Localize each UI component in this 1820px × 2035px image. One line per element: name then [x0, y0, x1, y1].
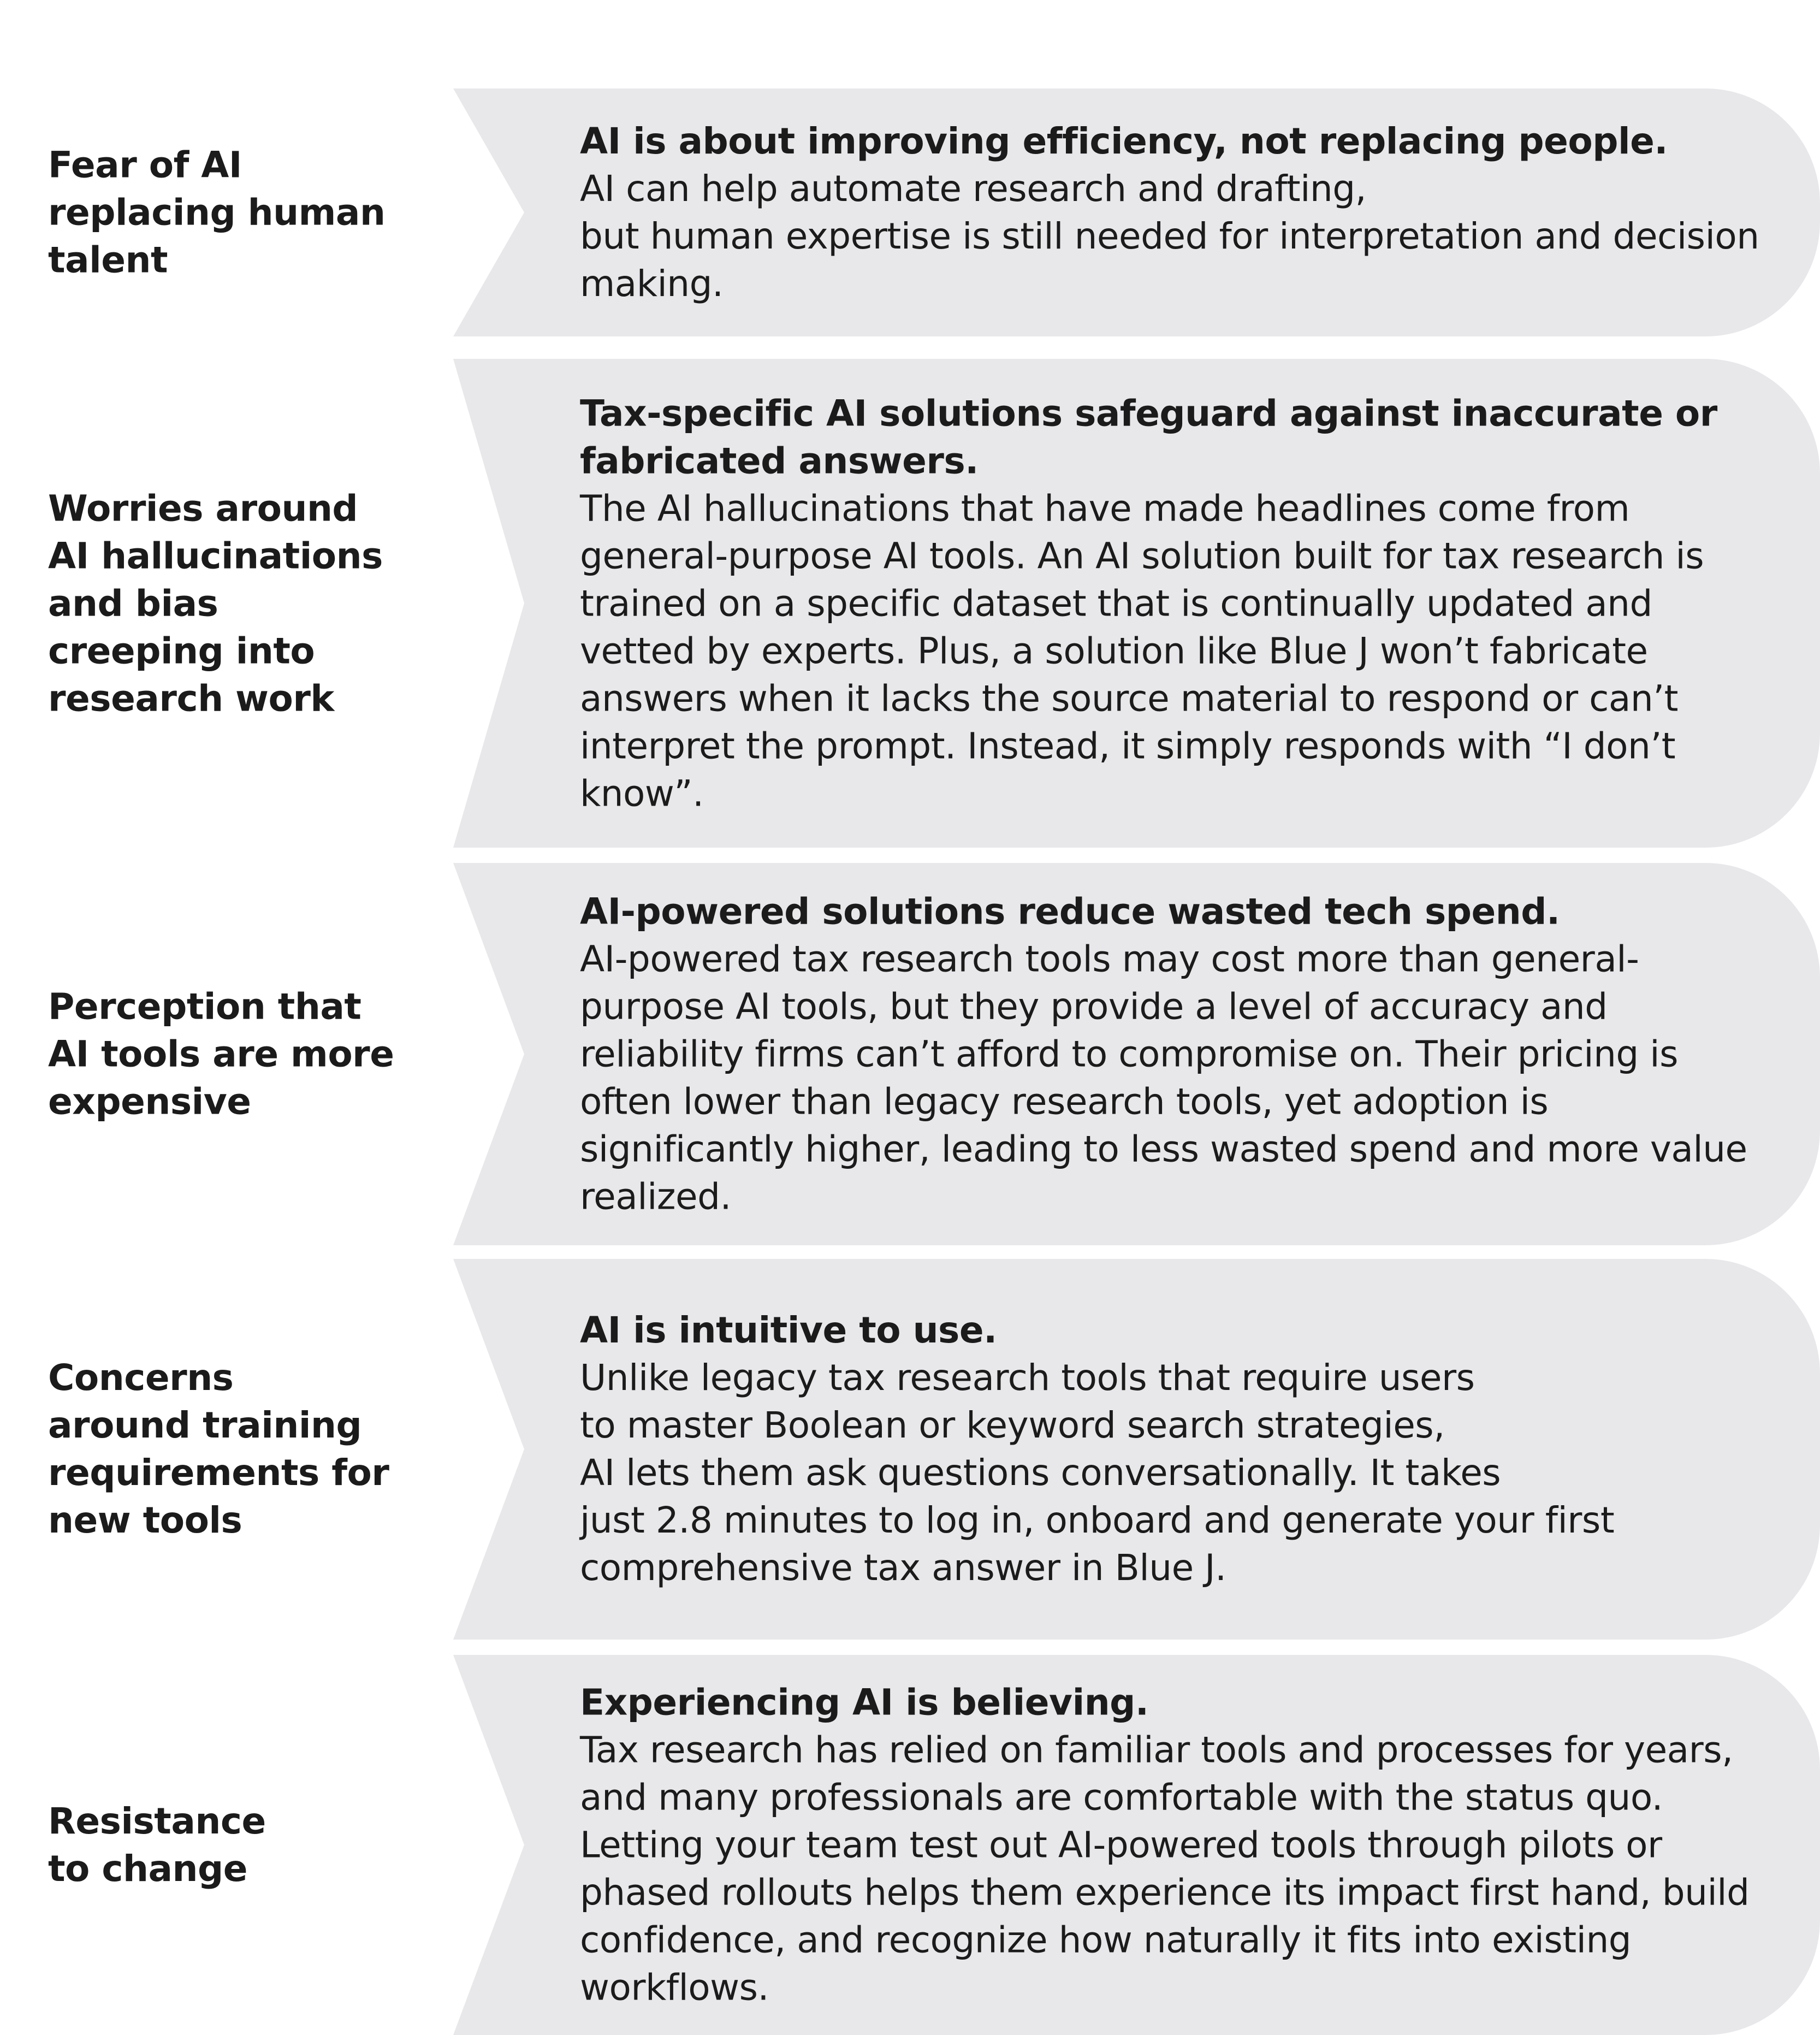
response-body: AI-powered tax research tools may cost more than general-purpose AI tools, but they provide a level of accuracy and reliability firms can’t afford to compromise on. Their pricing is often lower than legacy research tools, yet adoption is significantly higher, leading to less wasted spend and more value realized.: [580, 938, 1747, 1218]
myth-row: [0, 1655, 1820, 2035]
response-body: The AI hallucinations that have made headlines come from general-purpose AI tools. An AI solution built for tax research is trained on a specific dataset that is continually updated and vetted by experts. Plus, a solution like Blue J won’t fabricate answers when it lacks the source material to respond or can’t interpret the prompt. Instead, it simply responds with “I don’t know”.: [580, 487, 1704, 815]
response-block: [580, 1679, 1770, 2012]
response-headline: Tax-specific AI solutions safeguard against inaccurate or fabricated answers.: [580, 392, 1717, 482]
response-body: Unlike legacy tax research tools that require users to master Boolean or keyword search strategies, AI lets them ask questions conversationally. It takes just 2.8 minutes to log in, onboard and generate your first comprehensive tax answer in Blue J.: [580, 1357, 1615, 1589]
response-block: [580, 390, 1770, 818]
response-body: Tax research has relied on familiar tools and processes for years, and many professionals are comfortable with the status quo. Letting your team test out AI-powered tools through pilots or phased rollouts helps them experience its impact first hand, build confidence, and recognize how naturally it fits into existing workflows.: [580, 1729, 1750, 2009]
response-headline: AI is about improving efficiency, not replacing people.: [580, 120, 1668, 162]
myth-row: [0, 863, 1820, 1245]
myth-row: [0, 1259, 1820, 1640]
response-headline: AI is intuitive to use.: [580, 1309, 997, 1351]
concern-label: Concerns around training requirements for new tools: [48, 1357, 389, 1541]
concern-label: Resistance to change: [48, 1800, 266, 1890]
concern-label: Fear of AI replacing human talent: [48, 144, 386, 281]
response-headline: AI-powered solutions reduce wasted tech spend.: [580, 890, 1560, 933]
response-block: [580, 888, 1770, 1221]
response-headline: Experiencing AI is believing.: [580, 1681, 1149, 1724]
concern-label: Perception that AI tools are more expensive: [48, 985, 394, 1123]
response-block: [580, 117, 1770, 307]
myth-row: [0, 359, 1820, 848]
myth-row: [0, 88, 1820, 336]
concern-label: Worries around AI hallucinations and bias creeping into research work: [48, 487, 383, 720]
response-block: [580, 1306, 1770, 1592]
response-body: AI can help automate research and drafting, but human expertise is still needed for interpretation and decision making.: [580, 168, 1759, 305]
